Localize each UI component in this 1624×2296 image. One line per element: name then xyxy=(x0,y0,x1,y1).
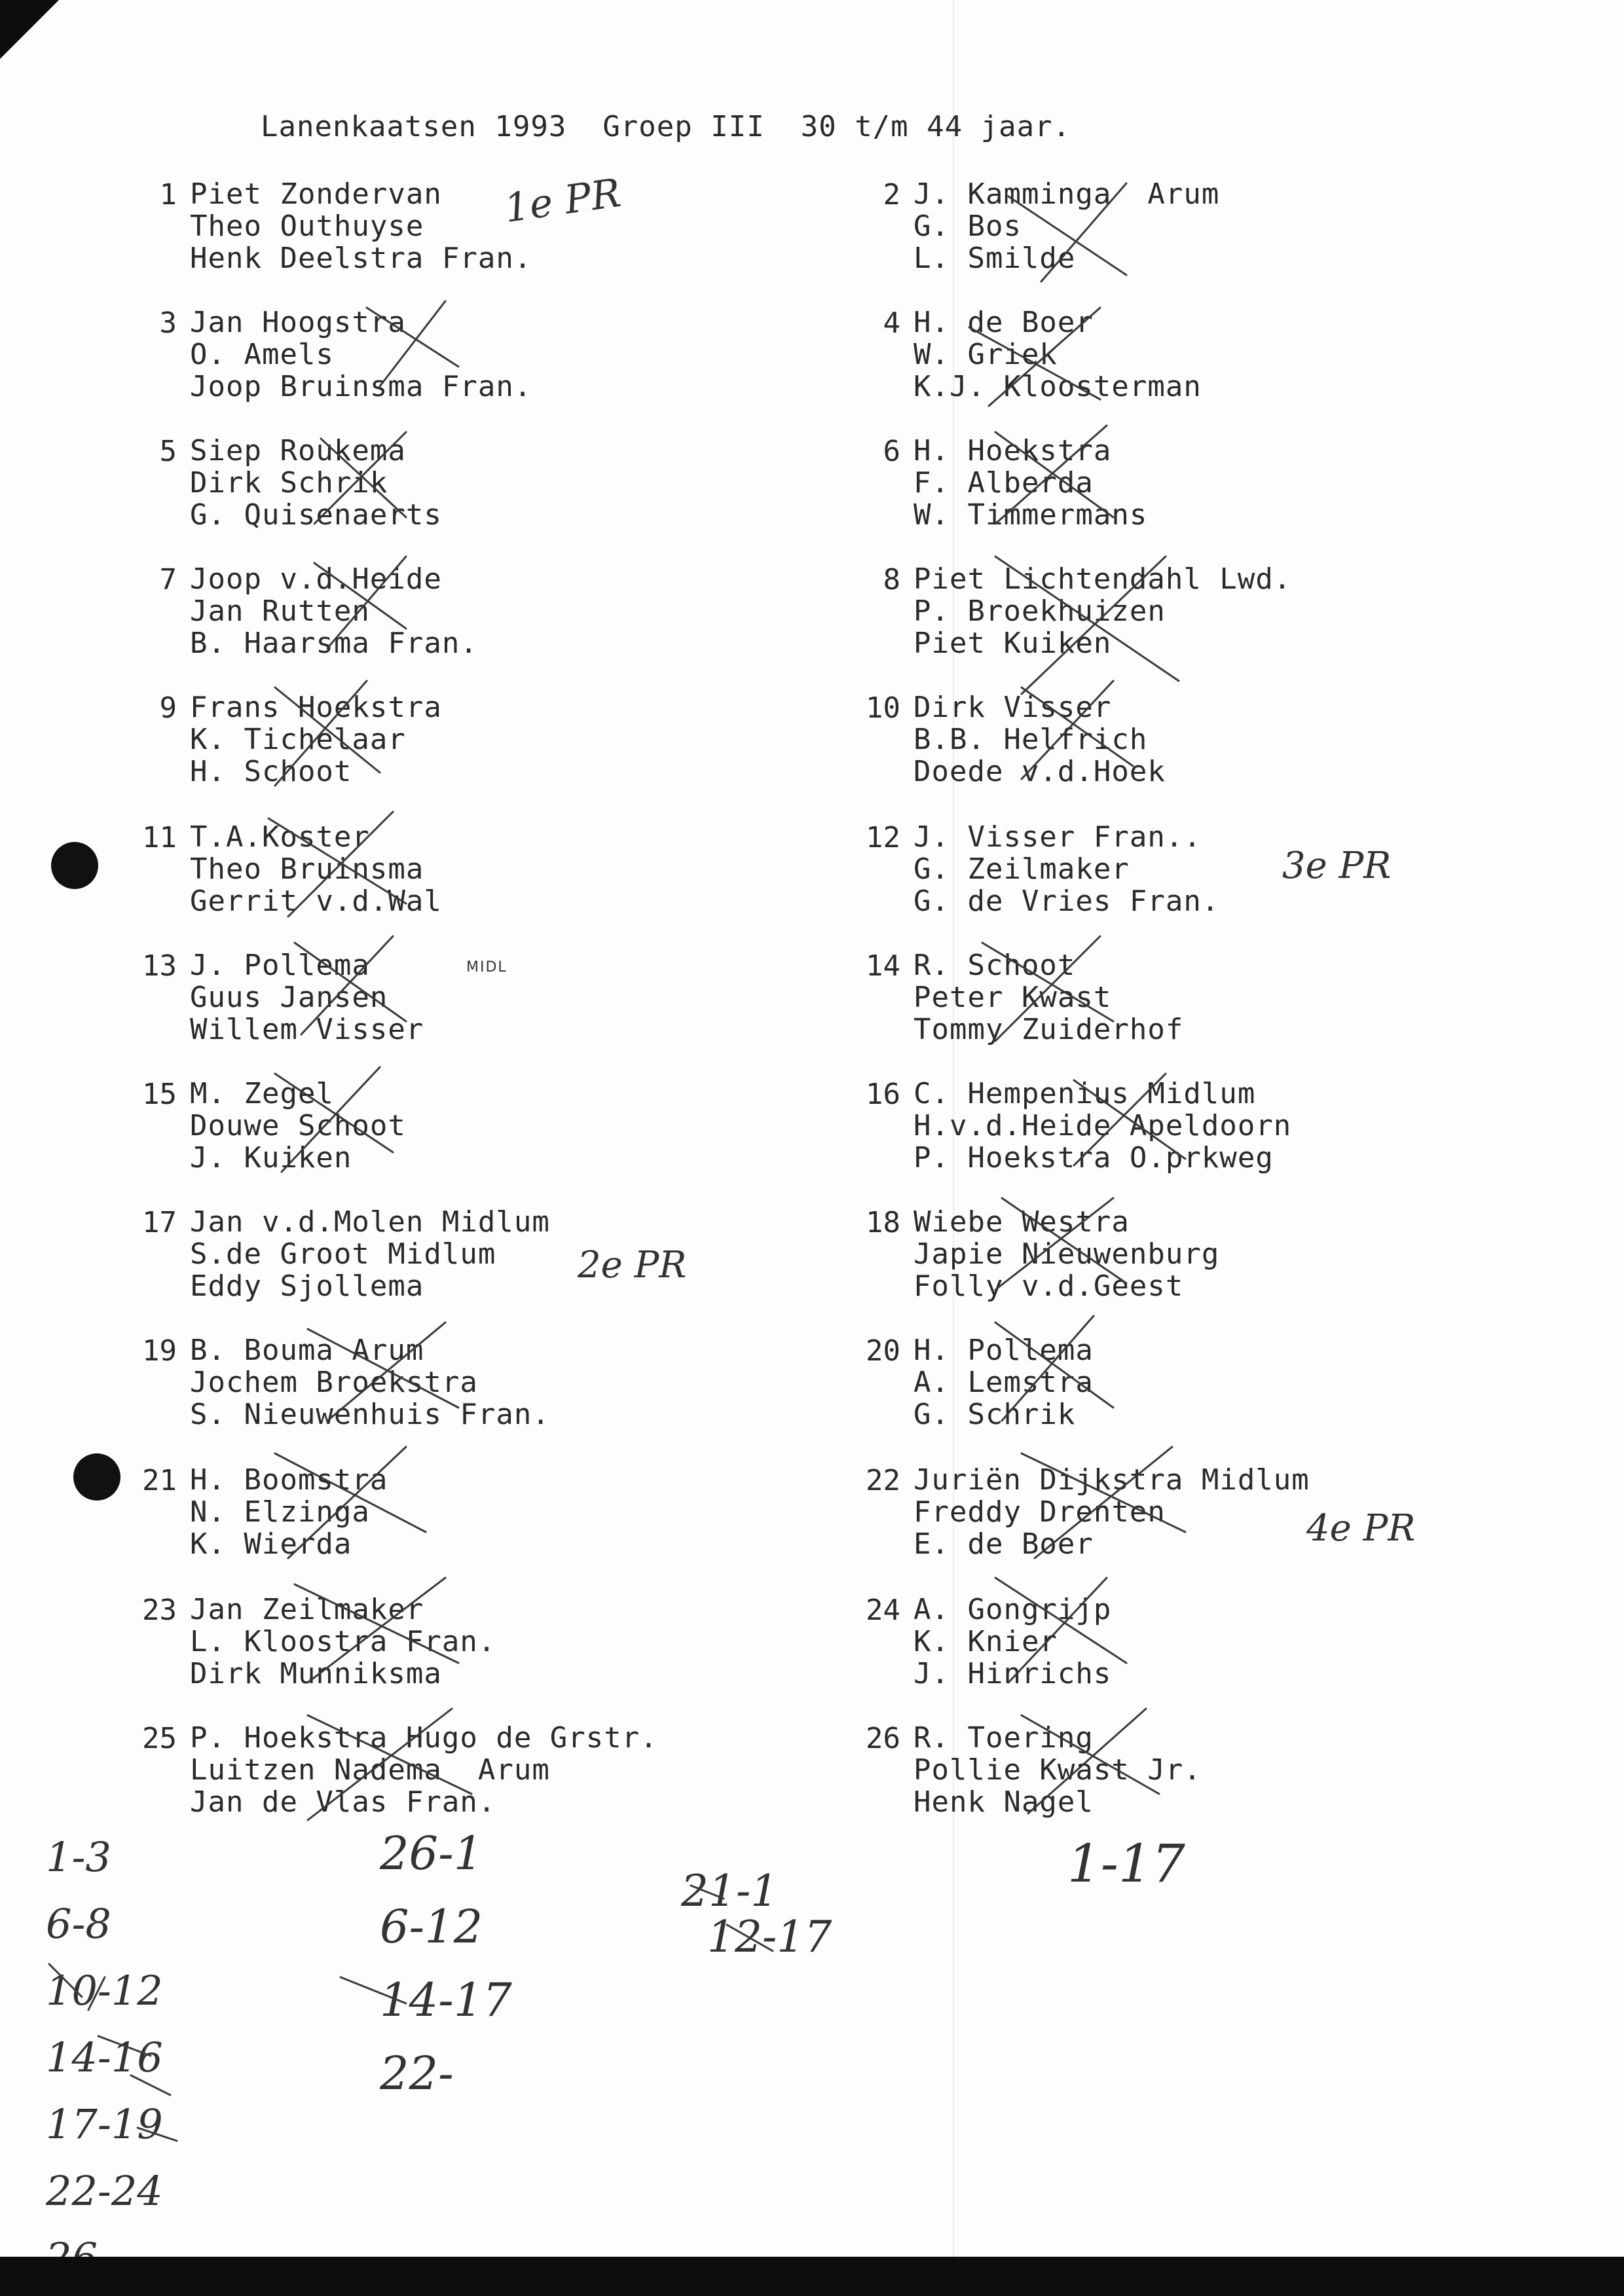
player-name: Luitzen Nadema Arum xyxy=(190,1753,550,1787)
player-name: Dirk Visser xyxy=(913,691,1112,724)
player-name: B. Haarsma Fran. xyxy=(190,627,478,660)
team-number: 17 xyxy=(142,1206,177,1239)
page-title: Lanenkaatsen 1993 Groep III 30 t/m 44 jaar. xyxy=(261,110,1071,143)
team-number: 5 xyxy=(159,435,177,468)
team-players xyxy=(190,1078,406,1174)
team-players xyxy=(913,1464,1310,1560)
player-name: R. Schoot xyxy=(913,949,1076,982)
player-name: Joop v.d.Heide xyxy=(190,562,442,596)
team-number: 16 xyxy=(866,1078,900,1111)
player-name: R. Toering xyxy=(913,1721,1094,1755)
player-name: J. Visser Fran.. xyxy=(913,820,1202,854)
team-players xyxy=(913,435,1147,531)
player-name: G. de Vries Fran. xyxy=(913,884,1220,918)
team-number: 13 xyxy=(142,949,177,983)
player-name: G. Schrik xyxy=(913,1398,1076,1431)
torn-corner xyxy=(0,0,59,59)
player-name: Joop Bruinsma Fran. xyxy=(190,370,532,403)
player-name: G. Quisenaerts xyxy=(190,498,442,532)
player-name: Piet Lichtendahl Lwd. xyxy=(913,562,1292,596)
team-players xyxy=(190,1722,658,1818)
team-number: 14 xyxy=(866,949,900,983)
player-name: E. de Boer xyxy=(913,1527,1094,1561)
team-number: 9 xyxy=(159,691,177,725)
team-number: 24 xyxy=(866,1594,900,1627)
player-name: H. Boomstra xyxy=(190,1463,388,1497)
handwritten-range-note: 6-12 xyxy=(380,1900,483,1954)
team-players xyxy=(190,306,532,403)
player-name: P. Hoekstra O.prkweg xyxy=(913,1141,1274,1175)
handwritten-range-note: 1-3 xyxy=(46,1833,111,1881)
team-players xyxy=(190,563,478,659)
player-name: Guus Jansen xyxy=(190,981,388,1014)
team-number: 25 xyxy=(142,1722,177,1755)
player-name: K. Wierda xyxy=(190,1527,352,1561)
player-name: Doede v.d.Hoek xyxy=(913,755,1166,788)
handwritten-range-note: 10-12 xyxy=(46,1967,163,2014)
player-name: T.A.Koster xyxy=(190,820,370,854)
player-name: Peter Kwast xyxy=(913,981,1112,1014)
handwritten-second-prize: 2e PR xyxy=(578,1244,687,1286)
team-number: 7 xyxy=(159,563,177,596)
team-players xyxy=(913,821,1219,917)
player-name: Freddy Drenten xyxy=(913,1495,1166,1529)
handwritten-range-note: 6-8 xyxy=(46,1900,111,1948)
team-number: 23 xyxy=(142,1594,177,1627)
player-name: N. Elzinga xyxy=(190,1495,370,1529)
punch-hole-lower xyxy=(73,1453,120,1501)
handwritten-range-note: 22-24 xyxy=(46,2167,163,2215)
player-name: Juriën Dijkstra Midlum xyxy=(913,1463,1310,1497)
team-players xyxy=(913,563,1291,659)
player-name: B.B. Helfrich xyxy=(913,723,1148,756)
player-name: Douwe Schoot xyxy=(190,1109,406,1142)
player-name: L. Smilde xyxy=(913,242,1076,275)
handwritten-range-note: 14-17 xyxy=(380,1973,512,2027)
player-name: Henk Deelstra Fran. xyxy=(190,242,532,275)
handwritten-first-prize: 1e PR xyxy=(501,170,624,232)
team-players xyxy=(913,178,1219,274)
player-name: H.v.d.Heide Apeldoorn xyxy=(913,1109,1292,1142)
player-name: A. Lemstra xyxy=(913,1366,1094,1399)
team-number: 8 xyxy=(883,563,900,596)
player-name: Willem Visser xyxy=(190,1013,424,1046)
team-players xyxy=(913,1334,1094,1430)
player-name: H. Pollema xyxy=(913,1334,1094,1367)
team-number: 22 xyxy=(866,1464,900,1497)
team-players xyxy=(913,1594,1111,1690)
player-name: Siep Roukema xyxy=(190,434,406,467)
team-number: 3 xyxy=(159,306,177,340)
player-name: Jan Rutten xyxy=(190,594,370,628)
player-name: K. Tichelaar xyxy=(190,723,406,756)
player-name: J. Pollema xyxy=(190,949,370,982)
team-number: 19 xyxy=(142,1334,177,1368)
handwritten-range-note: 1-17 xyxy=(1067,1833,1185,1894)
handwritten-range-note: 21-1 xyxy=(681,1866,779,1916)
player-name: Eddy Sjollema xyxy=(190,1269,424,1303)
player-name: S.de Groot Midlum xyxy=(190,1237,496,1271)
player-name: Jan de Vlas Fran. xyxy=(190,1785,496,1819)
player-name: J. Kuiken xyxy=(190,1141,352,1175)
team-players xyxy=(190,691,442,788)
team-number: 21 xyxy=(142,1464,177,1497)
punch-hole-upper xyxy=(51,842,98,889)
player-name: M. Zegel xyxy=(190,1077,334,1110)
player-name: J. Kamminga Arum xyxy=(913,177,1220,211)
handwritten-range-note: 26-1 xyxy=(380,1827,483,1880)
handwritten-range-note: 17-19 xyxy=(46,2100,163,2148)
handwritten-range-note: 22- xyxy=(380,2047,454,2100)
player-name: G. Bos xyxy=(913,210,1022,243)
player-name: F. Alberda xyxy=(913,466,1094,500)
player-name: H. Schoot xyxy=(190,755,352,788)
team-players xyxy=(913,306,1202,403)
team-number: 18 xyxy=(866,1206,900,1239)
team-players xyxy=(913,1206,1219,1302)
player-name: C. Hempenius Midlum xyxy=(913,1077,1256,1110)
team-number: 10 xyxy=(866,691,900,725)
team-number: 15 xyxy=(142,1078,177,1111)
team-number: 26 xyxy=(866,1722,900,1755)
handwritten-range-note: 14-16 xyxy=(46,2033,163,2081)
player-name: Piet Zondervan xyxy=(190,177,442,211)
team-number: 4 xyxy=(883,306,900,340)
player-name: K. Knier xyxy=(913,1625,1058,1658)
player-name: Gerrit v.d.Wal xyxy=(190,884,442,918)
player-name: Jan Zeilmaker xyxy=(190,1593,424,1626)
handwritten-third-prize: 3e PR xyxy=(1282,845,1392,887)
player-name: Piet Kuiken xyxy=(913,627,1112,660)
player-name: Japie Nieuwenburg xyxy=(913,1237,1220,1271)
player-name: Tommy Zuiderhof xyxy=(913,1013,1184,1046)
team-players xyxy=(190,949,424,1046)
player-name: Dirk Munniksma xyxy=(190,1657,442,1690)
player-name: W. Timmermans xyxy=(913,498,1148,532)
team-number: 20 xyxy=(866,1334,900,1368)
team-players xyxy=(913,1078,1291,1174)
player-name: Jan Hoogstra xyxy=(190,306,406,339)
handwritten-fourth-prize: 4e PR xyxy=(1306,1507,1416,1550)
player-name: Folly v.d.Geest xyxy=(913,1269,1184,1303)
player-name: S. Nieuwenhuis Fran. xyxy=(190,1398,550,1431)
player-name: H. de Boer xyxy=(913,306,1094,339)
player-name: Jan v.d.Molen Midlum xyxy=(190,1205,550,1239)
player-name: Theo Bruinsma xyxy=(190,852,424,886)
team-players xyxy=(913,691,1166,788)
player-name: Frans Hoekstra xyxy=(190,691,442,724)
team-players xyxy=(190,1206,550,1302)
player-name: Henk Nagel xyxy=(913,1785,1094,1819)
player-name: W. Griek xyxy=(913,338,1058,371)
player-name: H. Hoekstra xyxy=(913,434,1112,467)
team-number: 6 xyxy=(883,435,900,468)
team-players xyxy=(190,1594,496,1690)
player-name: Wiebe Westra xyxy=(913,1205,1130,1239)
team-players xyxy=(190,178,532,274)
player-name: P. Hoekstra Hugo de Grstr. xyxy=(190,1721,658,1755)
team-number: 1 xyxy=(159,178,177,211)
team-players xyxy=(190,435,442,531)
team-players xyxy=(190,821,442,917)
player-name: K.J. Kloosterman xyxy=(913,370,1202,403)
team-players xyxy=(913,949,1183,1046)
team-players xyxy=(190,1464,388,1560)
player-name: P. Broekhuizen xyxy=(913,594,1166,628)
team-players xyxy=(913,1722,1202,1818)
handwritten-midl-note: MIDL xyxy=(466,959,507,975)
player-name: A. Gongrijp xyxy=(913,1593,1112,1626)
player-name: L. Kloostra Fran. xyxy=(190,1625,496,1658)
player-name: J. Hinrichs xyxy=(913,1657,1112,1690)
player-name: Theo Outhuyse xyxy=(190,210,424,243)
player-name: Dirk Schrik xyxy=(190,466,388,500)
scan-bottom-edge xyxy=(0,2257,1624,2296)
player-name: G. Zeilmaker xyxy=(913,852,1130,886)
team-players xyxy=(190,1334,550,1430)
team-number: 11 xyxy=(142,821,177,854)
player-name: O. Amels xyxy=(190,338,334,371)
team-number: 2 xyxy=(883,178,900,211)
player-name: B. Bouma Arum xyxy=(190,1334,424,1367)
player-name: Pollie Kwast Jr. xyxy=(913,1753,1202,1787)
team-number: 12 xyxy=(866,821,900,854)
player-name: Jochem Broekstra xyxy=(190,1366,478,1399)
handwritten-range-note: 12-17 xyxy=(707,1912,832,1962)
